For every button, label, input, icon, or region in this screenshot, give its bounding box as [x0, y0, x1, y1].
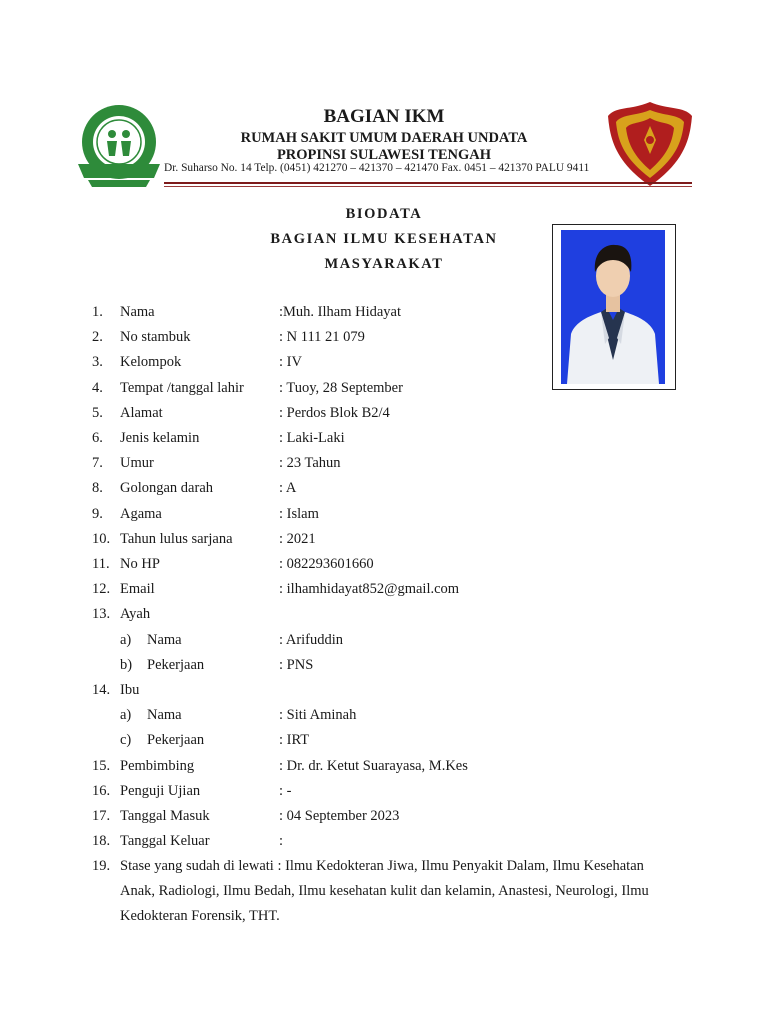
field-value: : - [279, 782, 292, 799]
item-number: 1. [92, 304, 103, 320]
field-value: :Muh. Ilham Hidayat [279, 304, 402, 320]
item-number: 15. [92, 757, 111, 774]
field-value: : Arifuddin [279, 631, 344, 648]
list-item [0, 502, 768, 527]
item-number: 12. [92, 581, 111, 598]
list-item [0, 300, 768, 325]
field-label: Pekerjaan [147, 732, 205, 749]
item-number: 4. [92, 379, 103, 396]
letterhead-hospital: RUMAH SAKIT UMUM DAERAH UNDATA [240, 130, 528, 146]
title-biodata: BIODATA [345, 206, 423, 222]
field-value: : 23 Tahun [279, 455, 341, 472]
list-item [0, 754, 768, 779]
item-number: 17. [92, 808, 111, 824]
field-label: Alamat [120, 404, 163, 421]
item-number: 3. [92, 354, 103, 371]
list-item [0, 552, 768, 577]
field-label: Ibu [120, 682, 140, 698]
item-number: 14. [92, 682, 111, 698]
list-item [0, 527, 768, 552]
sub-item-letter: b) [120, 656, 133, 673]
list-item [0, 728, 768, 753]
field-label: Tempat /tanggal lahir [120, 379, 244, 396]
item-number: 2. [92, 329, 103, 346]
field-value: : Siti Aminah [279, 707, 357, 724]
field-label: Agama [120, 505, 162, 522]
field-label: Tanggal Keluar [120, 833, 210, 850]
field-label: Email [120, 581, 155, 598]
list-item [0, 350, 768, 375]
field-label: Kelompok [120, 354, 182, 371]
letterhead [160, 106, 608, 174]
field-value: : 2021 [279, 530, 316, 547]
item-number: 13. [92, 606, 111, 623]
item-number: 18. [92, 833, 111, 850]
list-item-19 [92, 854, 680, 929]
field-label: Nama [120, 304, 155, 320]
field-label: Jenis kelamin [120, 430, 200, 446]
field-label: Penguji Ujian [120, 782, 201, 799]
document-titles [234, 202, 534, 277]
list-item [0, 426, 768, 451]
letterhead-rule [164, 182, 692, 184]
letterhead-title: BAGIAN IKM [323, 106, 445, 127]
field-value: : Islam [279, 505, 319, 522]
list-item [0, 376, 768, 401]
rsud-undata-logo-icon [74, 104, 164, 188]
field-value: : 04 September 2023 [279, 808, 400, 824]
field-value: : Laki-Laki [279, 430, 345, 446]
list-item [0, 628, 768, 653]
letterhead-address: Dr. Suharso No. 14 Telp. (0451) 421270 – 421370 – 421470 Fax. 0451 – 421370 PALU 9411 [164, 162, 590, 174]
sub-item-letter: a) [120, 707, 132, 724]
item-number: 8. [92, 480, 103, 497]
field-value: : IRT [279, 732, 310, 749]
list-item [0, 829, 768, 854]
field-value: : Dr. dr. Ketut Suarayasa, M.Kes [279, 757, 468, 774]
title-department: BAGIAN ILMU KESEHATAN [270, 231, 498, 247]
sub-item-letter: c) [120, 732, 132, 749]
field-label: Nama [147, 631, 182, 648]
item-number: 10. [92, 530, 111, 547]
university-logo-icon [606, 100, 694, 188]
list-item [0, 678, 768, 703]
list-item [0, 653, 768, 678]
list-item [0, 451, 768, 476]
field-value: : ilhamhidayat852@gmail.com [279, 581, 460, 598]
field-value: : Perdos Blok B2/4 [279, 404, 390, 421]
field-label: Nama [147, 707, 182, 724]
field-value: : IV [279, 354, 302, 371]
field-label: No HP [120, 556, 160, 572]
list-item [0, 401, 768, 426]
field-label: Tanggal Masuk [120, 808, 210, 824]
item-number: 11. [92, 556, 110, 572]
item-number: 16. [92, 782, 111, 799]
field-value: : PNS [279, 656, 314, 673]
field-label: Pembimbing [120, 757, 195, 774]
field-label: Golongan darah [120, 480, 214, 497]
list-item [0, 804, 768, 829]
item-number: 6. [92, 430, 103, 446]
field-value: : Tuoy, 28 September [279, 379, 403, 396]
list-item [0, 703, 768, 728]
list-item [0, 779, 768, 804]
title-department-cont: MASYARAKAT [324, 256, 444, 272]
sub-item-letter: a) [120, 631, 132, 648]
letterhead-rule-thin [164, 186, 692, 187]
item-number: 19. [92, 858, 111, 874]
list-item [0, 577, 768, 602]
field-label: Tahun lulus sarjana [120, 530, 233, 547]
field-label: No stambuk [120, 329, 191, 346]
field-value: : N 111 21 079 [279, 329, 365, 346]
list-item [0, 325, 768, 350]
list-item [0, 602, 768, 627]
list-item [0, 476, 768, 501]
item-number: 7. [92, 455, 103, 472]
field-label: Pekerjaan [147, 656, 205, 673]
field-label: Ayah [120, 606, 151, 623]
field-label: Umur [120, 455, 154, 472]
field-value: : 082293601660 [279, 556, 374, 572]
letterhead-province: PROPINSI SULAWESI TENGAH [276, 147, 492, 163]
item-number: 9. [92, 505, 103, 522]
field-value: : [279, 833, 284, 850]
item-text: Stase yang sudah di lewati : Ilmu Kedokteran Jiwa, Ilmu Penyakit Dalam, Ilmu Kesehatan Anak, Radiologi, Ilmu Bedah, Ilmu kesehatan kulit dan kelamin, Anastesi, Neurologi, Ilmu Kedokteran Forensik, THT. [120, 858, 649, 924]
field-value: : A [279, 480, 297, 497]
item-number: 5. [92, 404, 103, 421]
